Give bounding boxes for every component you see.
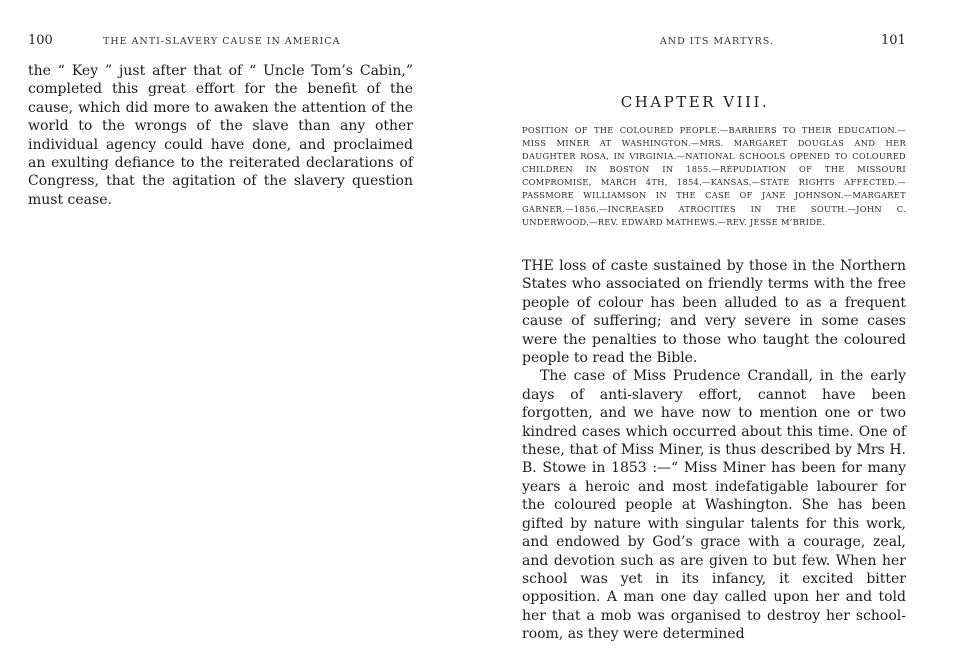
paragraph-1-text: loss of caste sustained by those in the Northern States who associated on friendly terms with the free people of colour has been alluded to as a frequent cause of suffering; and very severe in some cases were the penalties to those who taught the coloured people to read the Bible.	[522, 258, 906, 367]
right-paragraph-2: The case of Miss Prudence Crandall, in the early days of anti-slavery effort, cannot have been forgotten, and we have now to mention one or two kindred cases which occurred about this time. One of these, that of Miss Miner, is thus described by Mrs H. B. Stowe in 1853 :—“ Miss Miner has been for many years a heroic and most indefatigable labourer for the coloured people at Washington. She has been gifted by nature with singular talents for this work, and endowed by God’s grace with a courage, zeal, and devotion such as are given to but few. When her school was yet in its infancy, it excited bitter opposition. A man one day called upon her and told her that a mob was organised to destroy her school-room, as they were determined	[522, 368, 906, 643]
left-page-number: 100	[28, 33, 53, 48]
paragraph-lead-word: THE	[522, 258, 554, 274]
chapter-title: CHAPTER VIII.	[620, 93, 770, 111]
right-body-text	[522, 257, 906, 644]
right-running-head: AND ITS MARTYRS.	[660, 36, 774, 47]
left-body-text	[28, 62, 413, 209]
chapter-summary: POSITION OF THE COLOURED PEOPLE.—BARRIERS TO THEIR EDUCATION.—MISS MINER AT WASHINGTON.—MRS. MARGARET DOUGLAS AND HER DAUGHTER ROSA, IN VIRGINIA.—NATIONAL SCHOOLS OPENED TO COLOURED CHILDREN IN BOSTON IN 1855.—REPUDIATION OF THE MISSOURI COMPROMISE, MARCH 4TH, 1854.—KANSAS.—STATE RIGHTS AFFECTED.—PASSMORE WILLIAMSON IN THE CASE OF JANE JOHNSON.—MARGARET GARNER.—1856.—INCREASED ATROCITIES IN THE SOUTH.—JOHN C. UNDERWOOD.—REV. EDWARD MATHEWS.—REV. JESSE M’BRIDE.	[522, 125, 906, 227]
left-running-head: THE ANTI-SLAVERY CAUSE IN AMERICA	[103, 36, 341, 47]
right-page	[490, 0, 980, 668]
left-paragraph: the “ Key ” just after that of “ Uncle Tom’s Cabin,” completed this great effort for the benefit of the cause, which did more to awaken the attention of the world to the wrongs of the slave than any other individual agency could have done, and proclaimed an exulting defiance to the reiterated declarations of Congress, that the agitation of the slavery question must cease.	[28, 63, 413, 208]
right-page-number: 101	[881, 33, 906, 48]
right-paragraph-1	[522, 257, 906, 367]
